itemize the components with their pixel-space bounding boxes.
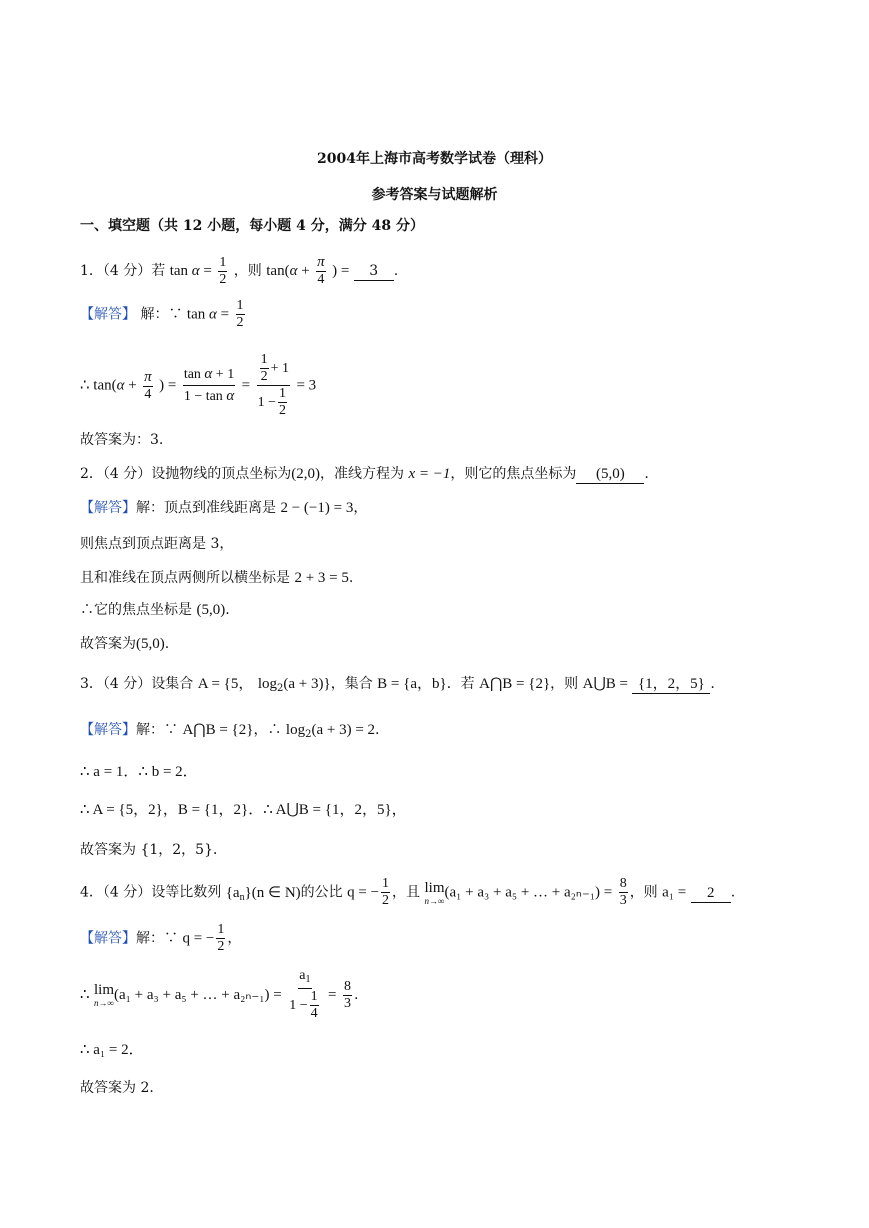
doc-title: 2004年上海市高考数学试卷（理科） [317,151,552,167]
q3-s1b: A⋂B = {2} [182,722,254,738]
q2-mid: ，准线方程为 [320,466,405,482]
q3-if: ．若 [446,676,475,692]
q3-log-base: 2 [305,729,312,740]
solution-tag: 【解答】 [80,306,136,323]
q4-sum: (a₁ + a₃ + a₅ + … + a₂ₙ₋₁) = [444,884,613,901]
q4-sum: (a₁ + a₃ + a₅ + … + a₂ₙ₋₁) = [114,987,282,1003]
q2-s4a: ∴它的焦点坐标是 [80,602,192,618]
q3-setB: B = {a，b} [377,676,447,692]
solution-tag: 【解答】 [80,500,136,516]
lim: lim [424,879,445,896]
q2-s3a: 且和准线在顶点两侧所以横坐标是 [80,570,290,586]
q4-solution-3: ∴ a₁ = 2． [80,1042,144,1058]
q2-solution-5: 故答案为(5,0). [80,636,170,652]
fraction: $\frac{\pi}{4}$ [317,254,325,287]
q3-log: log [257,676,278,692]
q1-label: 1．（4 分）若 [80,263,166,279]
lim: lim [94,982,115,998]
q4-solution-2: ∴ lim n→∞ (a₁ + a₃ + a₅ + … + a₂ₙ₋₁) = $a_1$ 1 − $\frac{1}{4}$ = $\frac{8}{3}$ . [80,968,359,1021]
q4-seq-tail: }(n ∈ N) [244,884,301,901]
fraction: $\frac{1}{2}$ [382,876,390,908]
fraction: $\frac{1}{2}$ + 1 1 − $\frac{1}{2}$ [257,352,289,418]
q3-solution-4: 故答案为 {1，2，5}． [80,842,227,858]
q3-stem: 3．（4 分）设集合 A = {5， $\log_2(a + 3)$}，集合 B = {a，b}．若 A⋂B = {2}，则 A⋃B = {1，2，5} . [80,676,715,694]
q3-label: 3．（4 分）设集合 [80,676,194,692]
q2-solution-4: ∴它的焦点坐标是 (5,0). [80,602,230,618]
q1-jie: 解：∵ [140,306,183,323]
fraction: $\frac{\pi}{4}$ [144,368,152,402]
fraction: $\frac{8}{3}$ [619,876,627,908]
q2-tail: ，则它的焦点坐标为 [450,466,577,482]
q3-s1c: ，∴ [253,722,282,738]
q4-s1a: 解：∵ [136,930,178,947]
fraction: $\frac{8}{3}$ [343,978,351,1011]
q2-answer: (5,0) [576,465,644,484]
fraction: $a_1$ 1 − $\frac{1}{4}$ [289,968,318,1021]
fraction: $\frac{1}{2}$ [217,922,225,954]
section-heading: 一、填空题（共 12 小题，每小题 4 分，满分 48 分） [80,218,424,234]
q4-then: ，则 [629,884,658,901]
q1-then: ，则 [233,263,262,279]
q2-solution-1: 【解答】解：顶点到准线距离是 2 − (−1) = 3， [80,500,368,516]
q3-s1a: 解：∵ [136,722,178,738]
q3-solution-2: ∴ a = 1．∴ b = 2． [80,764,198,780]
q4-a1: a₁ = [662,884,687,901]
q1-answer: 3 [354,262,394,281]
q3-s1e: (a + 3) = 2 [311,722,376,738]
q3-then: ，则 [550,676,579,692]
q2-solution-2: 则焦点到顶点距离是 3， [80,536,234,552]
lim-under: n→∞ [94,998,114,1008]
q1-solution-2: ∴ tan(α + $\frac{\pi}{4}$ ) = $\frac{\text{tan α + 1}}{\text{1 − tan α}}$ = $\frac{1}{2}$ + 1 1 − $\frac{1}{2}$ = 3 [80,352,317,418]
q2-s1b: 2 − (−1) = 3 [280,500,354,516]
q2-label: 2．（4 分）设抛物线的顶点坐标为 [80,466,292,482]
q3-mid: ，集合 [330,676,373,692]
q3-solution-3: ∴ A = {5，2}，B = {1，2}．∴ A⋃B = {1，2，5}， [80,802,407,818]
solution-tag: 【解答】 [80,722,136,738]
q2-s1a: 解：顶点到准线距离是 [136,500,276,516]
q4-lim-text: ，且 [392,884,421,901]
q2-s5b: (5,0) [136,636,165,652]
fraction: $\frac{\text{tan α + 1}}{\text{1 − tan α}}$ [183,366,235,404]
q4-solution-4: 故答案为 2. [80,1080,154,1096]
q2-stem: 2．（4 分）设抛物线的顶点坐标为(2,0)，准线方程为 x = −1，则它的焦点坐标为 (5,0) . [80,466,649,482]
q3-setA: A = {5， [197,676,254,692]
q1-solution-1: 【解答】 解：∵ tan α = $\frac{1}{2}$ [80,298,244,330]
q2-s5a: 故答案为 [80,636,136,652]
limit-operator [425,880,445,906]
q3-solution-1: 【解答】解：∵ A⋂B = {2}，∴ $\log_2(a + 3) = 2$. [80,722,380,740]
q2-s4b: (5,0) [196,602,226,618]
q1-stem: 1．（4 分）若 tan α = $\frac{1}{2}$ ，则 tan(α + $\frac{\pi}{4}$ ) = 3 . [80,254,399,287]
q2-solution-3: 且和准线在顶点两侧所以横坐标是 2 + 3 = 5. [80,570,354,586]
q4-ratio: 的公比 [300,884,343,901]
q4-answer: 2 [691,884,731,903]
q3-arg: (a + 3)} [283,676,331,692]
q3-union: A⋃B = [582,676,628,692]
solution-tag: 【解答】 [80,930,136,947]
lim-under: n→∞ [424,895,445,906]
q3-inter: A⋂B = {2} [479,676,551,692]
q4-seq-sub: n [239,891,245,903]
q3-log-base: 2 [277,683,284,694]
q4-stem: 4．（4 分）设等比数列 $\{a_n\}(n$ ∈ N)的公比 q = − $\frac{1}{2}$ ，且 lim n→∞ (a₁ + a₃ + a₅ + … + a₂ₙ₋₁) = $\frac{8}{3}$ ，则 a₁ = 2 . [80,876,736,908]
q2-s3b: 2 + 3 = 5 [294,570,349,586]
q2-directrix: x = −1 [408,466,451,482]
fraction: $\frac{1}{2}$ [236,298,244,330]
q4-solution-1: 【解答】解：∵ q = − $\frac{1}{2}$ ， [80,922,242,954]
fraction: $\frac{1}{2}$ [219,254,227,287]
q3-answer: {1，2，5} [632,675,710,694]
q4-q: q = − [347,884,380,901]
q4-seq: {a [225,884,240,901]
doc-subtitle: 参考答案与试题解析 [371,187,498,203]
q4-label: 4．（4 分）设等比数列 [80,884,222,901]
q1-conclusion: 故答案为：3. [80,432,164,448]
q4-s1b: q = − [182,930,215,947]
q3-s1d: log [285,722,306,738]
limit-operator [94,982,114,1008]
q2-vertex: (2,0) [291,466,321,482]
